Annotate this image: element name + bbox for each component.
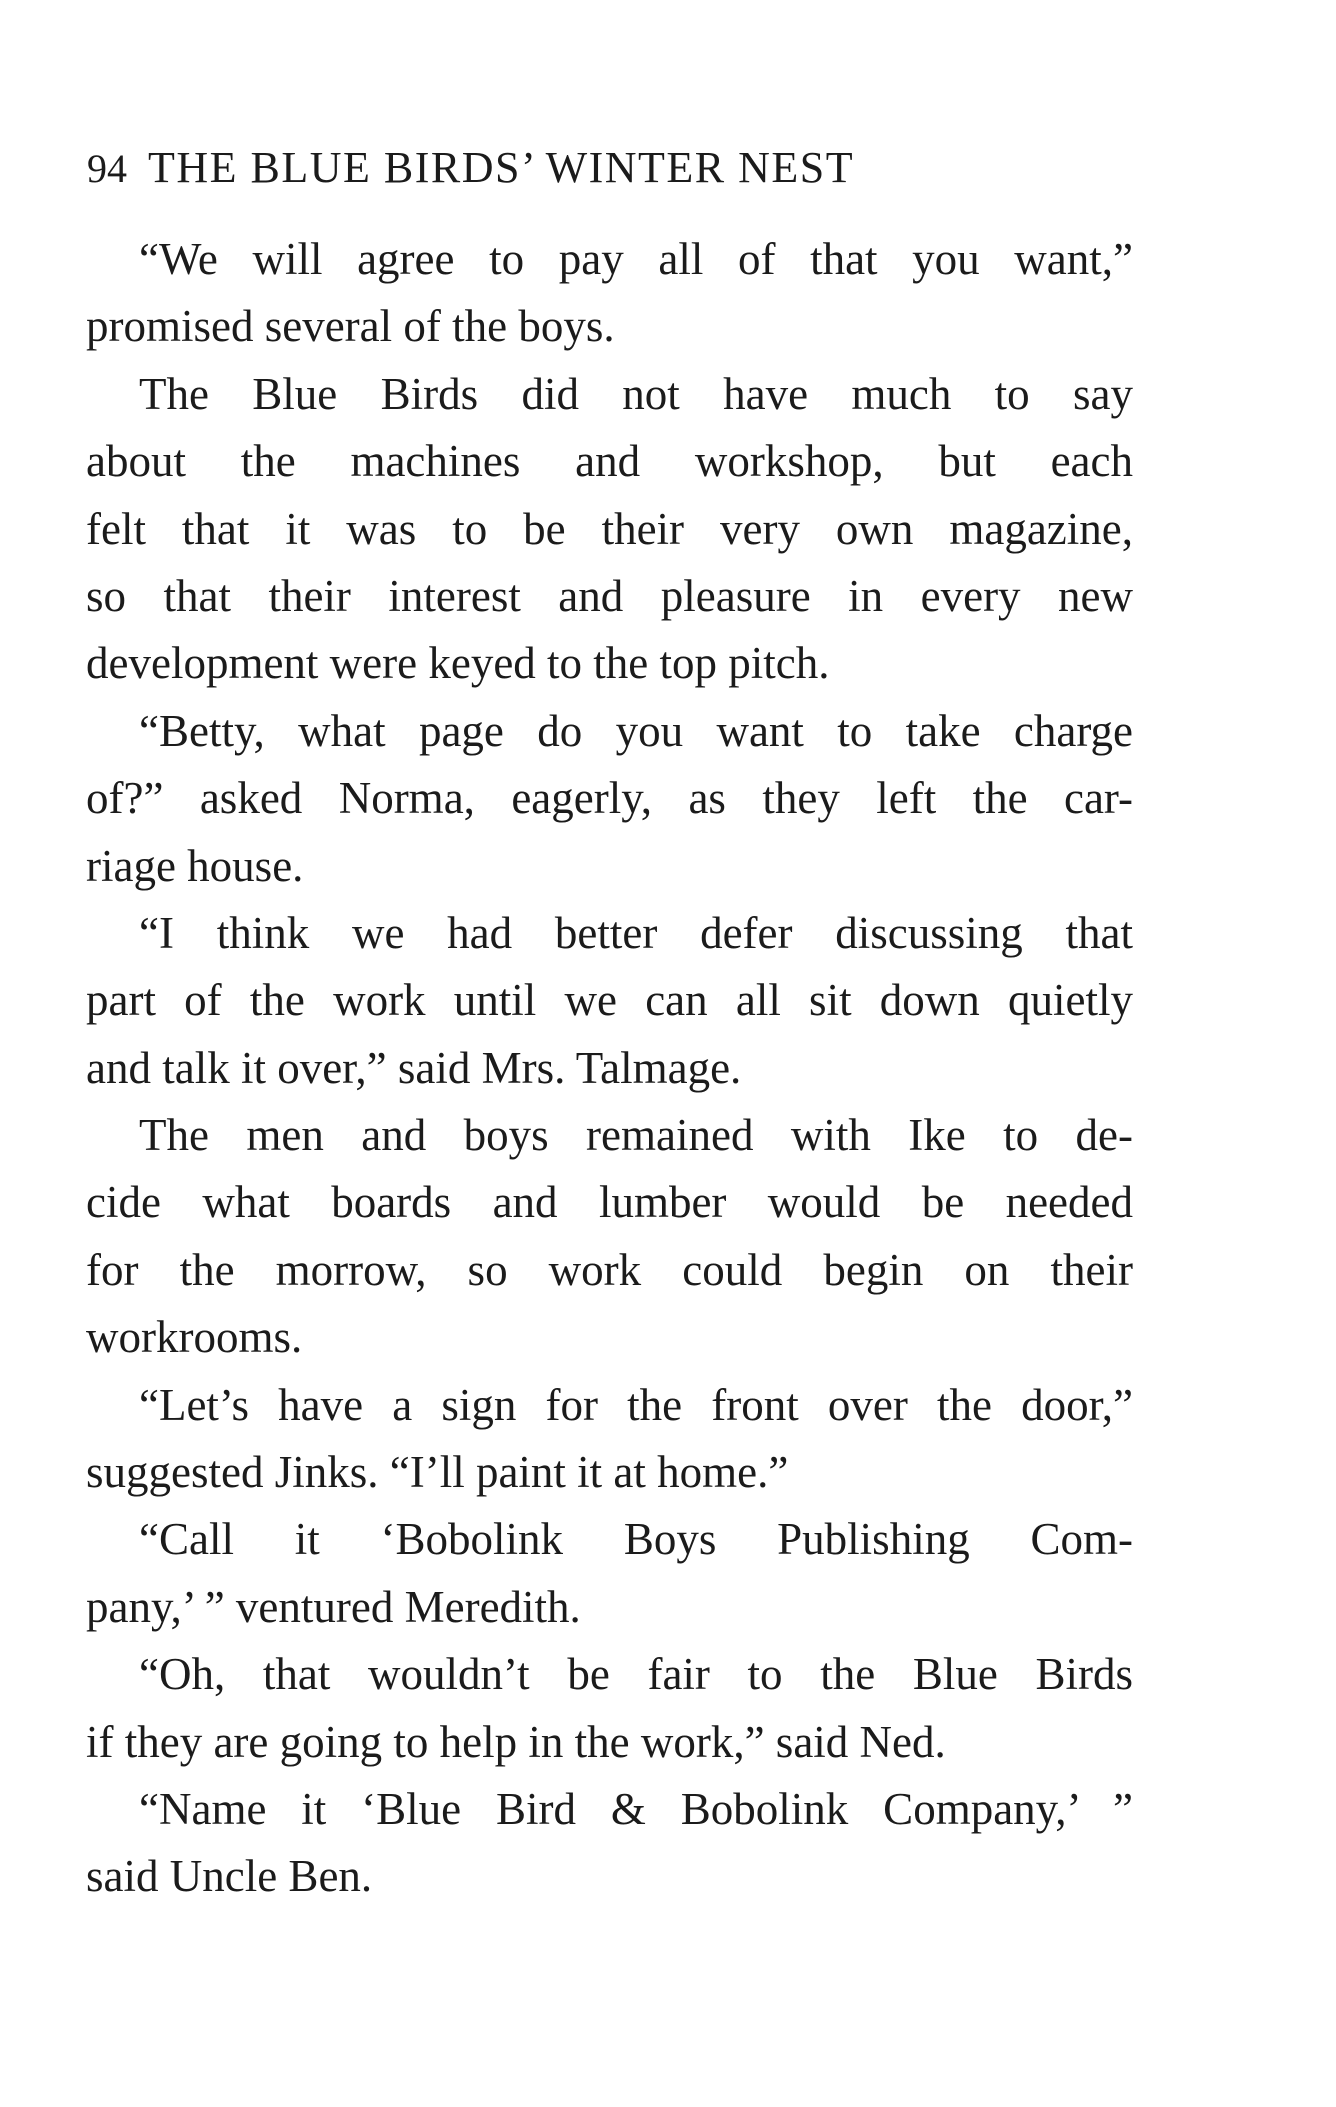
text-line: “We will agree to pay all of that you want,”: [139, 234, 1133, 284]
text-line: for the morrow, so work could begin on their: [86, 1244, 1133, 1295]
text-line: “Betty, what page do you want to take charge: [139, 705, 1133, 756]
text-line: “Name it ‘Blue Bird & Bobolink Company,’ ”: [139, 1783, 1133, 1834]
text-line: development were keyed to the top pitch.: [86, 638, 830, 689]
paragraph: [86, 361, 1133, 698]
text-line: “Call it ‘Bobolink Boys Publishing Com-: [139, 1514, 1133, 1565]
text-line: about the machines and workshop, but each: [86, 436, 1133, 487]
paragraph: [86, 900, 1133, 1102]
text-line: felt that it was to be their very own magazine,: [86, 503, 1133, 554]
text-line: if they are going to help in the work,” said Ned.: [86, 1716, 946, 1767]
text-line: said Uncle Ben.: [86, 1851, 373, 1902]
paragraph: [86, 1641, 1133, 1776]
text-line: “Let’s have a sign for the front over the door,”: [139, 1379, 1133, 1430]
text-line: suggested Jinks. “I’ll paint it at home.”: [86, 1447, 789, 1498]
text-line: “Oh, that wouldn’t be fair to the Blue Birds: [139, 1649, 1133, 1700]
text-line: promised several of the boys.: [86, 301, 615, 352]
text-line: riage house.: [86, 840, 304, 891]
running-header: [87, 138, 1087, 198]
text-line: part of the work until we can all sit down quietly: [86, 975, 1133, 1026]
text-line: The men and boys remained with Ike to de-: [139, 1110, 1133, 1161]
paragraph: [86, 1776, 1133, 1911]
page-number: 94: [87, 146, 127, 191]
text-line: pany,’ ” ventured Meredith.: [86, 1581, 581, 1632]
text-line: “I think we had better defer discussing that: [139, 907, 1133, 958]
paragraph: [86, 1372, 1133, 1507]
paragraph: [86, 1102, 1133, 1372]
page-body: [86, 226, 1133, 1911]
text-line: cide what boards and lumber would be needed: [86, 1177, 1133, 1228]
text-line: The Blue Birds did not have much to say: [139, 368, 1133, 419]
text-line: of?” asked Norma, eagerly, as they left the car-: [86, 773, 1133, 824]
text-line: and talk it over,” said Mrs. Talmage.: [86, 1042, 742, 1093]
paragraph: [86, 1506, 1133, 1641]
text-line: so that their interest and pleasure in every new: [86, 570, 1133, 621]
running-title: THE BLUE BIRDS’ WINTER NEST: [148, 143, 855, 192]
paragraph: [86, 698, 1133, 900]
paragraph: [86, 226, 1133, 361]
text-line: workrooms.: [86, 1312, 303, 1363]
